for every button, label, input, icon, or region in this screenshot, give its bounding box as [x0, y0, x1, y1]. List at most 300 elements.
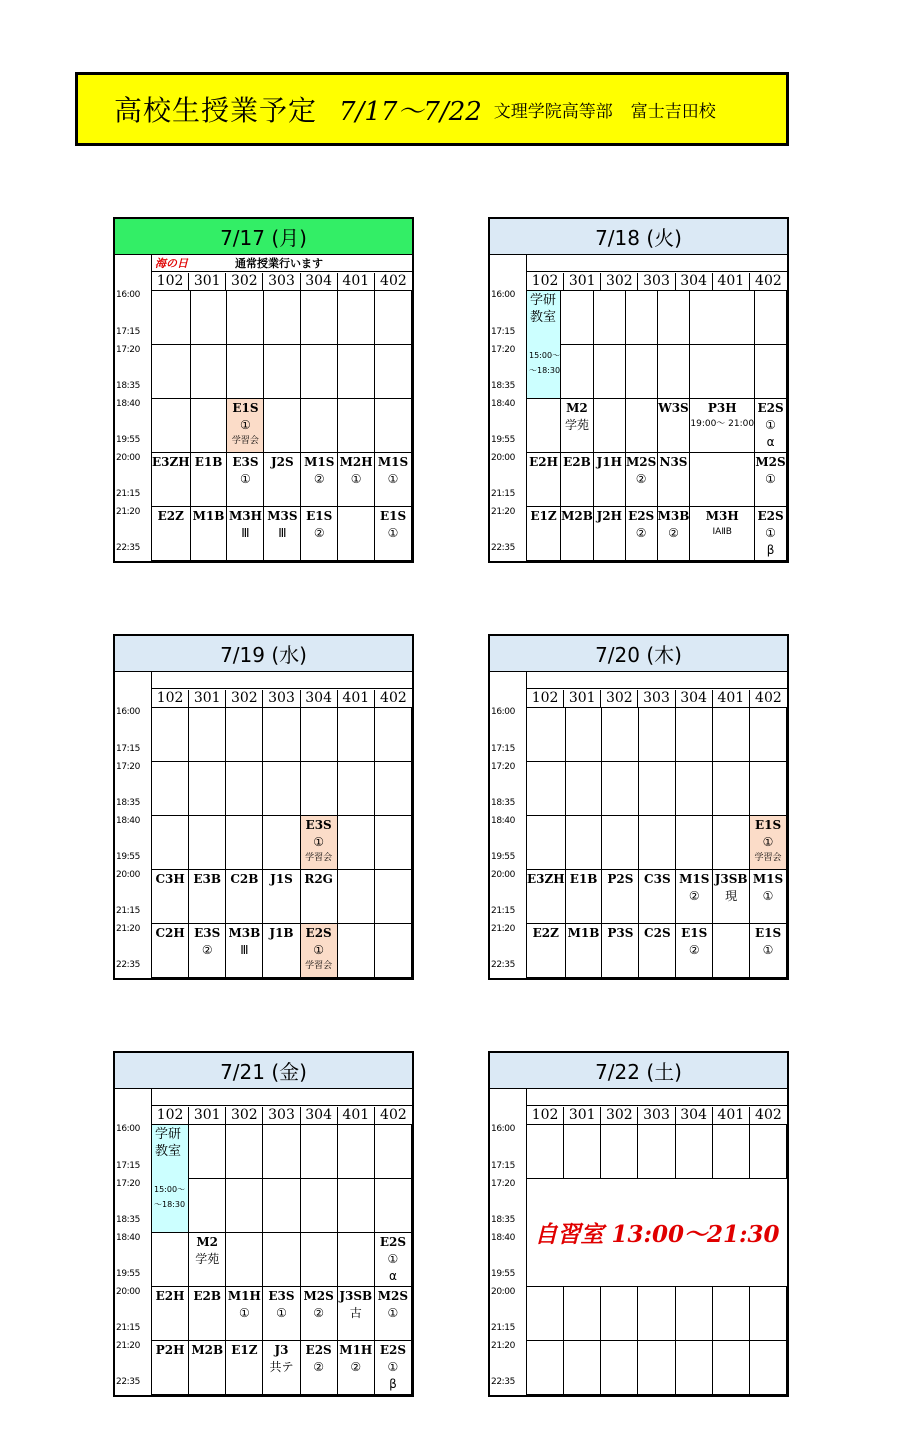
- time-label: 19:55: [116, 852, 140, 862]
- class-number: ②: [668, 526, 679, 540]
- class-code: P3H: [707, 401, 737, 415]
- room-number: 402: [755, 273, 782, 289]
- class-code: C2B: [230, 872, 259, 886]
- class-cell: [375, 1287, 412, 1341]
- class-cell: [527, 1287, 564, 1341]
- room-number: 402: [380, 1107, 407, 1123]
- class-code: E1B: [194, 455, 223, 469]
- class-cell: [263, 816, 300, 870]
- time-label: 21:15: [491, 489, 515, 499]
- room-header-row: [527, 273, 787, 291]
- room-number: 102: [152, 273, 189, 290]
- class-cell: [301, 1179, 338, 1233]
- class-cell: [301, 399, 338, 453]
- class-code: E2S: [379, 1235, 406, 1249]
- class-cell: [713, 1125, 750, 1179]
- class-number: ②: [201, 943, 213, 957]
- class-number: 古: [349, 1306, 362, 1320]
- class-cell: [676, 1341, 713, 1395]
- room-number: 401: [338, 1107, 375, 1124]
- class-cell: [626, 345, 658, 399]
- class-number: ②: [313, 472, 325, 486]
- class-cell: [375, 453, 412, 507]
- class-code: M3B: [657, 509, 690, 523]
- time-label: 17:20: [491, 1179, 515, 1189]
- class-cell: [375, 708, 412, 762]
- class-cell: [152, 453, 191, 507]
- class-code: M2S: [626, 455, 657, 469]
- room-number: 301: [189, 1107, 226, 1124]
- time-label: 21:20: [116, 1341, 140, 1351]
- class-number: ②: [688, 889, 700, 903]
- class-cell: [226, 1179, 263, 1233]
- class-note: 学習会: [305, 853, 333, 863]
- period-grid: [152, 708, 412, 978]
- time-label: 21:20: [116, 507, 140, 517]
- class-cell: [191, 453, 228, 507]
- class-cell: [527, 1125, 564, 1179]
- class-number: ②: [313, 526, 325, 540]
- class-cell: [750, 816, 787, 870]
- class-cell: [561, 453, 594, 507]
- class-cell: [639, 816, 676, 870]
- class-code: E2B: [193, 1289, 222, 1303]
- time-label: 22:35: [116, 960, 140, 970]
- class-number: ①: [387, 472, 399, 486]
- time-label: 18:35: [116, 798, 140, 808]
- class-cell: [226, 1233, 263, 1287]
- room-number: 304: [301, 1107, 338, 1124]
- class-cell: [301, 507, 338, 561]
- time-label: 18:35: [491, 1215, 515, 1225]
- class-cell: [594, 453, 626, 507]
- room-number: 304: [676, 690, 713, 707]
- day-date-header: 7/20 (木): [490, 636, 787, 672]
- class-cell: [301, 708, 338, 762]
- class-cell: [301, 1125, 338, 1179]
- class-cell: [566, 816, 603, 870]
- class-cell: [755, 453, 787, 507]
- room-number: 102: [527, 690, 564, 707]
- title-campus: 富士吉田校: [630, 101, 716, 122]
- day-note-row: [152, 1089, 412, 1106]
- class-cell: [375, 1179, 412, 1233]
- class-cell: [301, 291, 338, 345]
- class-time: 15:00〜 〜18:30: [154, 1185, 186, 1209]
- class-cell: [152, 1233, 189, 1287]
- class-code: M1S: [752, 872, 784, 886]
- class-cell: [755, 399, 787, 453]
- day-panel: [113, 634, 414, 980]
- class-code: J1H: [596, 455, 622, 469]
- class-cell: [566, 762, 603, 816]
- class-cell: [375, 924, 412, 978]
- time-label: 22:35: [491, 960, 515, 970]
- holiday-note: 通常授業行います: [235, 257, 323, 270]
- class-number: ①: [387, 1360, 399, 1374]
- class-cell: [713, 708, 750, 762]
- room-number: 301: [564, 690, 601, 707]
- class-code: C2S: [644, 926, 671, 940]
- class-cell: [594, 345, 626, 399]
- room-number: 301: [189, 690, 226, 707]
- time-label: 19:55: [491, 852, 515, 862]
- class-code: E3B: [193, 872, 222, 886]
- class-code: M1B: [192, 509, 225, 523]
- room-number: 402: [755, 690, 782, 706]
- class-cell: [263, 1179, 300, 1233]
- time-label: 16:00: [116, 1124, 140, 1134]
- class-cell: [713, 1287, 750, 1341]
- class-cell: [152, 507, 191, 561]
- class-cell: [638, 1287, 675, 1341]
- time-label: 18:40: [116, 1233, 140, 1243]
- class-cell: [264, 453, 301, 507]
- class-cell: [639, 762, 676, 816]
- time-label: 17:20: [491, 345, 515, 355]
- time-label: 16:00: [491, 1124, 515, 1134]
- class-cell: [375, 345, 412, 399]
- class-cell: [676, 762, 713, 816]
- class-cell: [713, 762, 750, 816]
- class-cell: [189, 1341, 226, 1395]
- title-date-range: 7/17〜7/22: [339, 96, 482, 127]
- day-note-row: [527, 1089, 787, 1106]
- time-column: [115, 1125, 151, 1395]
- class-cell: [755, 345, 787, 399]
- time-label: 17:15: [116, 1161, 140, 1171]
- class-cell: [658, 345, 691, 399]
- class-cell: [626, 453, 658, 507]
- class-cell: [263, 1341, 300, 1395]
- room-number: 402: [380, 690, 407, 706]
- class-cell: [338, 1287, 375, 1341]
- class-cell: [152, 1341, 189, 1395]
- class-cell: [750, 1125, 787, 1179]
- class-cell: [152, 924, 189, 978]
- room-number: 301: [189, 273, 226, 290]
- class-cell: [602, 762, 639, 816]
- class-code: E2S: [757, 401, 784, 415]
- class-code: M2H: [339, 455, 373, 469]
- room-number: 102: [527, 273, 564, 290]
- class-cell: [226, 762, 263, 816]
- class-cell: [639, 870, 676, 924]
- class-cell: [527, 870, 566, 924]
- period-grid: [152, 291, 412, 561]
- day-panel: [113, 217, 414, 563]
- class-cell: [152, 291, 191, 345]
- class-cell: [338, 924, 375, 978]
- class-code: J1S: [270, 872, 293, 886]
- self-study-room-notice: 自習室 13:00〜21:30: [527, 1179, 787, 1287]
- class-number: ①: [350, 472, 362, 486]
- class-cell: [301, 924, 338, 978]
- class-cell: [152, 708, 189, 762]
- class-cell: [264, 507, 301, 561]
- time-column: [490, 291, 526, 561]
- class-cell: [375, 762, 412, 816]
- class-code: E1B: [569, 872, 598, 886]
- class-code: E2H: [155, 1289, 185, 1303]
- room-header-row: [152, 273, 412, 291]
- class-cell: [375, 870, 412, 924]
- class-code: M2S: [303, 1289, 334, 1303]
- class-code: J3: [274, 1343, 289, 1357]
- time-column: [490, 708, 526, 978]
- class-cell: [594, 399, 626, 453]
- class-cell: [690, 507, 755, 561]
- class-cell: [755, 507, 787, 561]
- time-label: 17:20: [116, 1179, 140, 1189]
- day-panel: [488, 217, 789, 563]
- class-cell: [191, 507, 228, 561]
- class-cell: [226, 1125, 263, 1179]
- room-number: 303: [263, 273, 300, 290]
- time-label: 17:20: [116, 345, 140, 355]
- time-label: 22:35: [491, 1377, 515, 1387]
- class-code: E3ZH: [152, 455, 190, 469]
- class-cell: [152, 345, 191, 399]
- room-header-row: [152, 1107, 412, 1125]
- time-label: 22:35: [491, 543, 515, 553]
- room-number: 401: [713, 1107, 750, 1124]
- time-label: 18:40: [491, 1233, 515, 1243]
- time-label: 17:15: [116, 744, 140, 754]
- class-number: 学苑: [564, 418, 589, 432]
- gakken-class-cell: [152, 1125, 189, 1233]
- class-note: 学習会: [754, 853, 782, 863]
- class-number: ①: [313, 943, 325, 957]
- class-number: Ⅲ: [241, 526, 250, 540]
- class-code: J2H: [596, 509, 622, 523]
- period-grid: [527, 708, 787, 978]
- class-cell: [713, 816, 750, 870]
- class-cell: [658, 291, 691, 345]
- class-cell: [601, 1125, 638, 1179]
- class-code: M2: [566, 401, 588, 415]
- class-cell: [639, 708, 676, 762]
- class-cell: [189, 870, 226, 924]
- class-code: J3SB: [339, 1289, 373, 1303]
- time-label: 21:20: [116, 924, 140, 934]
- class-code: E2Z: [157, 509, 184, 523]
- room-number: 102: [527, 1107, 564, 1124]
- room-number: 301: [564, 1107, 601, 1124]
- class-number: ②: [313, 1360, 325, 1374]
- class-cell: [658, 453, 691, 507]
- class-cell: [301, 870, 338, 924]
- class-cell: [375, 1341, 412, 1395]
- class-cell: [527, 507, 561, 561]
- class-number: ②: [635, 526, 647, 540]
- day-panel: [113, 1051, 414, 1397]
- time-label: 17:15: [491, 744, 515, 754]
- room-number: 302: [226, 273, 263, 290]
- class-code: M1S: [679, 872, 710, 886]
- day-note-row: [152, 672, 412, 689]
- class-code: E2S: [628, 509, 655, 523]
- room-number: 402: [380, 273, 407, 289]
- class-cell: [338, 345, 375, 399]
- class-cell: [676, 1125, 713, 1179]
- class-cell: [601, 1287, 638, 1341]
- class-number: ①: [240, 472, 251, 486]
- time-label: 19:55: [491, 435, 515, 445]
- class-code: C3H: [155, 872, 185, 886]
- class-cell: [227, 399, 264, 453]
- gakken-class-cell: [527, 291, 561, 399]
- class-note: 学習会: [305, 961, 333, 971]
- class-code: E2S: [757, 509, 784, 523]
- class-code: M1H: [339, 1343, 373, 1357]
- class-cell: [264, 399, 301, 453]
- room-header-row: [527, 1107, 787, 1125]
- class-cell: [189, 1125, 226, 1179]
- class-cell: [755, 291, 787, 345]
- class-cell: [375, 816, 412, 870]
- class-cell: [602, 924, 639, 978]
- class-code: P2H: [155, 1343, 185, 1357]
- class-cell: [639, 924, 676, 978]
- class-cell: [263, 762, 300, 816]
- class-code: M3H: [228, 509, 262, 523]
- room-number: 102: [152, 690, 189, 707]
- class-cell: [338, 816, 375, 870]
- time-column: [490, 1125, 526, 1395]
- room-number: 302: [601, 1107, 638, 1124]
- class-code: E1S: [232, 401, 259, 415]
- class-cell: [750, 924, 787, 978]
- class-cell: [676, 870, 713, 924]
- class-variant: α: [766, 435, 775, 449]
- class-code: E2Z: [532, 926, 559, 940]
- class-cell: [375, 291, 412, 345]
- class-code: E1S: [754, 818, 782, 832]
- day-date-header: 7/17 (月): [115, 219, 412, 255]
- class-cell: [338, 708, 375, 762]
- class-cell: [713, 924, 750, 978]
- day-note-row: [527, 255, 787, 272]
- class-cell: [227, 507, 264, 561]
- time-label: 20:00: [491, 870, 515, 880]
- class-cell: [264, 345, 301, 399]
- class-cell: [601, 1341, 638, 1395]
- time-label: 20:00: [116, 870, 140, 880]
- class-cell: [638, 1125, 675, 1179]
- class-cell: [189, 1179, 226, 1233]
- class-code: P2S: [607, 872, 634, 886]
- class-code: M2: [196, 1235, 219, 1249]
- class-cell: [602, 708, 639, 762]
- class-code: M1S: [304, 455, 335, 469]
- class-cell: [152, 1287, 189, 1341]
- class-note: ⅠAⅡB: [712, 527, 732, 537]
- class-cell: [566, 708, 603, 762]
- class-variant: α: [388, 1269, 397, 1283]
- class-code: E3S: [268, 1289, 295, 1303]
- class-number: ①: [762, 943, 774, 957]
- time-label: 17:15: [491, 1161, 515, 1171]
- class-code: M2S: [377, 1289, 409, 1303]
- class-cell: [226, 924, 263, 978]
- page-title: [75, 72, 789, 146]
- class-cell: [375, 1125, 412, 1179]
- room-number: 302: [601, 273, 638, 290]
- class-number: ②: [350, 1360, 362, 1374]
- class-cell: [676, 708, 713, 762]
- class-code: M3B: [228, 926, 261, 940]
- time-label: 19:55: [491, 1269, 515, 1279]
- class-number: ②: [635, 472, 647, 486]
- time-label: 18:40: [491, 399, 515, 409]
- room-number: 303: [263, 1107, 300, 1124]
- room-number: 303: [638, 690, 675, 707]
- class-cell: [226, 870, 263, 924]
- class-cell: [527, 816, 566, 870]
- class-cell: [564, 1125, 601, 1179]
- class-code: M1H: [227, 1289, 261, 1303]
- class-cell: [676, 816, 713, 870]
- class-cell: [338, 291, 375, 345]
- period-grid: [527, 1125, 787, 1395]
- class-cell: [338, 870, 375, 924]
- class-cell: [658, 399, 691, 453]
- class-number: ①: [387, 526, 399, 540]
- class-cell: [750, 708, 787, 762]
- day-date-header: 7/18 (火): [490, 219, 787, 255]
- time-label: 21:20: [491, 924, 515, 934]
- class-code: E2H: [529, 455, 558, 469]
- class-cell: [263, 708, 300, 762]
- class-cell: [713, 1341, 750, 1395]
- class-code: E1S: [681, 926, 708, 940]
- class-cell: [750, 1287, 787, 1341]
- class-number: ①: [765, 526, 776, 540]
- title-school: 文理学院高等部: [493, 101, 613, 122]
- class-cell: [527, 708, 566, 762]
- class-cell: [561, 345, 594, 399]
- time-column: [115, 708, 151, 978]
- time-label: 16:00: [116, 290, 140, 300]
- class-cell: [338, 453, 375, 507]
- day-date-header: 7/22 (土): [490, 1053, 787, 1089]
- class-cell: [564, 1341, 601, 1395]
- class-variant: β: [389, 1377, 397, 1391]
- class-cell: [690, 453, 755, 507]
- period-grid: [527, 291, 787, 561]
- room-number: 302: [601, 690, 638, 707]
- class-code: M1B: [567, 926, 600, 940]
- class-cell: [561, 507, 594, 561]
- time-label: 21:15: [116, 1323, 140, 1333]
- time-label: 16:00: [116, 707, 140, 717]
- time-label: 18:40: [491, 816, 515, 826]
- class-cell: [152, 816, 189, 870]
- room-number: 304: [676, 1107, 713, 1124]
- room-number: 303: [638, 273, 675, 290]
- day-note-row: [527, 672, 787, 689]
- class-code: M1S: [377, 455, 409, 469]
- class-number: ①: [765, 418, 776, 432]
- class-number: Ⅲ: [240, 943, 249, 957]
- time-label: 21:15: [491, 906, 515, 916]
- class-code: M3S: [267, 509, 298, 523]
- room-number: 303: [638, 1107, 675, 1124]
- time-label: 20:00: [491, 453, 515, 463]
- room-number: 302: [226, 690, 263, 707]
- class-number: Ⅲ: [278, 526, 287, 540]
